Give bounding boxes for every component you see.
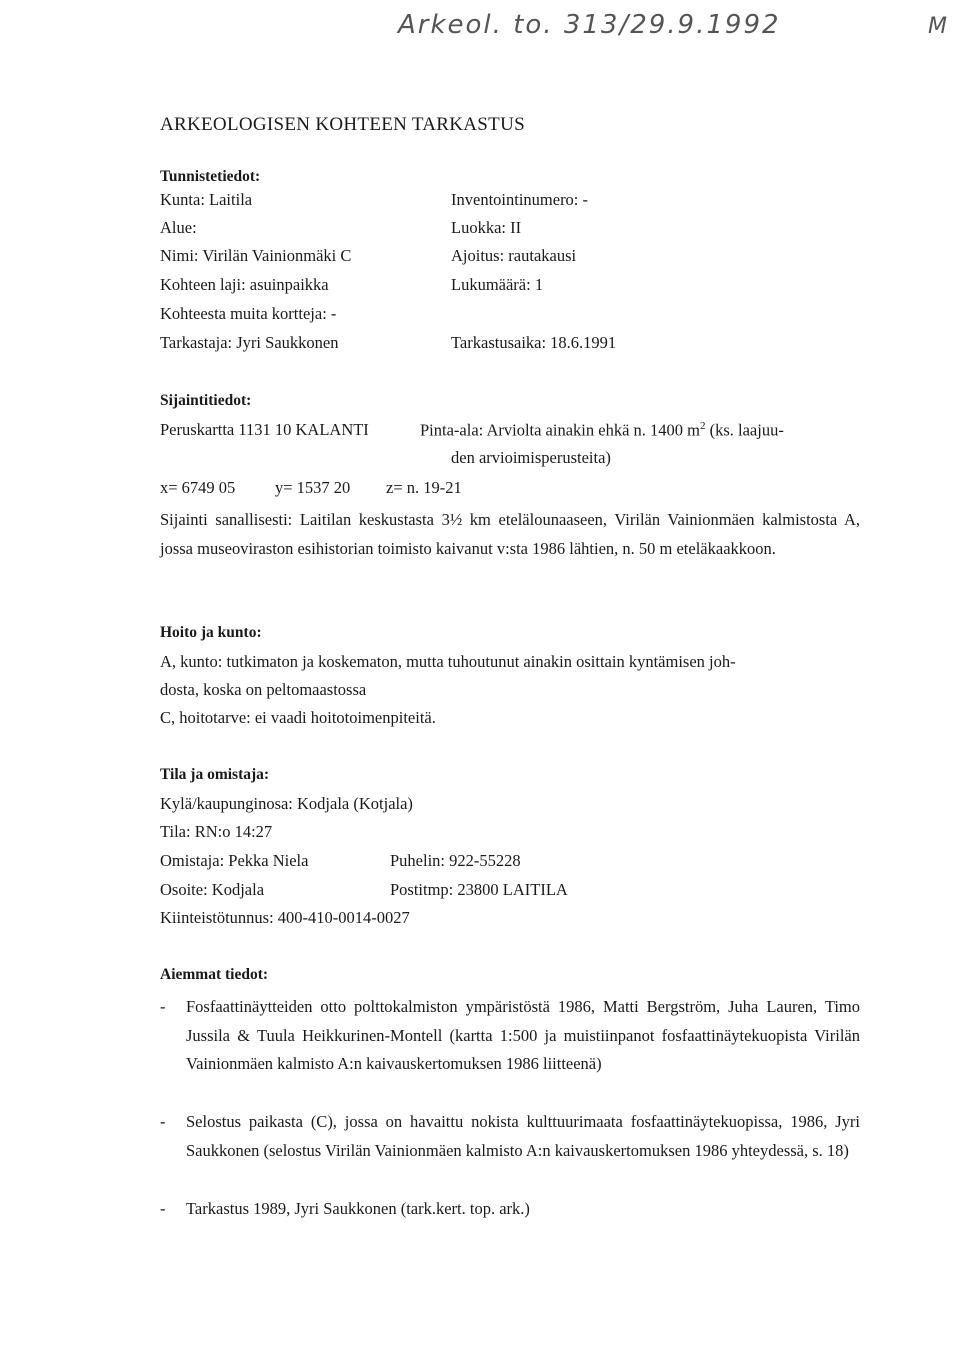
field-osoite: Osoite: Kodjala — [160, 880, 265, 899]
field-hoito-c: C, hoitotarve: ei vaadi hoitotoimenpiteitä. — [160, 708, 436, 727]
field-hoito-a: A, kunto: tutkimaton ja koskematon, mutta tuhoutunut ainakin osittain kyntämisen joh- — [160, 652, 736, 671]
field-omistaja: Omistaja: Pekka Niela — [160, 851, 309, 870]
field-postitmp: Postitmp: 23800 LAITILA — [390, 880, 568, 899]
list-item-text: Fosfaattinäytteiden otto polttokalmiston ympäristöstä 1986, Matti Bergström, Juha Lauren, Timo Jussila & Tuula Heikkurinen-Montell (kartta 1:500 ja muistiinpanot fosfaattinäytekuopista Virilän Vainionmäen kalmisto A:n kaivauskertomuksen 1986 liitteenä) — [186, 997, 860, 1073]
list-item — [160, 1108, 860, 1194]
pinta-ala-superscript: 2 — [699, 420, 706, 432]
field-hoito-a-cont: dosta, koska on peltomaastossa — [160, 680, 367, 699]
field-alue: Alue: — [160, 218, 197, 237]
field-tila: Tila: RN:o 14:27 — [160, 822, 273, 841]
list-item-text: Selostus paikasta (C), jossa on havaittu nokista kulttuurimaata fosfaattinäytekuopissa, 1986, Jyri Saukkonen (selostus Virilän Vainionmäen kalmisto A:n kaivauskertomuksen 1986 yhteydessä, s. 18) — [186, 1112, 860, 1160]
field-puhelin: Puhelin: 922-55228 — [390, 851, 521, 870]
field-kunta: Kunta: Laitila — [160, 190, 253, 209]
field-y-coordinate: y= 1537 20 — [275, 478, 351, 497]
field-pinta-ala-cont: den arvioimisperusteita) — [451, 448, 611, 467]
field-ajoitus: Ajoitus: rautakausi — [451, 246, 577, 265]
section-heading-hoito: Hoito ja kunto: — [160, 624, 262, 641]
field-peruskartta: Peruskartta 1131 10 KALANTI — [160, 420, 369, 439]
section-heading-sijaintitiedot: Sijaintitiedot: — [160, 392, 252, 409]
field-tarkastusaika: Tarkastusaika: 18.6.1991 — [451, 333, 617, 352]
field-sijainti-sanallisesti: Sijainti sanallisesti: Laitilan keskustasta 3½ km etelälounaaseen, Virilän Vainionmäen kalmistosta A, jossa museoviraston esihistorian toimisto kaivanut v:sta 1986 lähtien, n. 50 m eteläkaakkoon. — [160, 510, 860, 558]
field-x-coordinate: x= 6749 05 — [160, 478, 236, 497]
handwritten-archive-note: Arkeol. to. 313/29.9.1992 — [398, 10, 781, 40]
field-z-coordinate: z= n. 19-21 — [386, 478, 462, 497]
list-dash: - — [160, 1112, 166, 1131]
field-kohteen-laji: Kohteen laji: asuinpaikka — [160, 275, 329, 294]
field-inventointinumero: Inventointinumero: - — [451, 190, 589, 209]
handwritten-corner-mark: M — [928, 14, 949, 39]
field-kiinteistotunnus: Kiinteistötunnus: 400-410-0014-0027 — [160, 908, 410, 927]
field-lukumaara: Lukumäärä: 1 — [451, 275, 544, 294]
section-heading-tunnistetiedot: Tunnistetiedot: — [160, 168, 261, 185]
list-dash: - — [160, 997, 166, 1016]
field-kyla: Kylä/kaupunginosa: Kodjala (Kotjala) — [160, 794, 413, 813]
list-item — [160, 1195, 860, 1225]
list-item — [160, 993, 860, 1107]
field-tarkastaja: Tarkastaja: Jyri Saukkonen — [160, 333, 339, 352]
field-muita-kortteja: Kohteesta muita kortteja: - — [160, 304, 337, 323]
field-luokka: Luokka: II — [451, 218, 522, 237]
pinta-ala-tail: (ks. laajuu- — [705, 420, 784, 440]
section-heading-tila: Tila ja omistaja: — [160, 766, 270, 783]
list-item-text: Tarkastus 1989, Jyri Saukkonen (tark.kert. top. ark.) — [186, 1199, 530, 1218]
pinta-ala-text: Pinta-ala: Arviolta ainakin ehkä n. 1400 m — [420, 420, 700, 440]
field-pinta-ala — [420, 420, 784, 441]
section-heading-aiemmat: Aiemmat tiedot: — [160, 966, 269, 983]
field-nimi: Nimi: Virilän Vainionmäki C — [160, 246, 352, 265]
list-dash: - — [160, 1199, 166, 1218]
document-title: ARKEOLOGISEN KOHTEEN TARKASTUS — [160, 114, 525, 135]
